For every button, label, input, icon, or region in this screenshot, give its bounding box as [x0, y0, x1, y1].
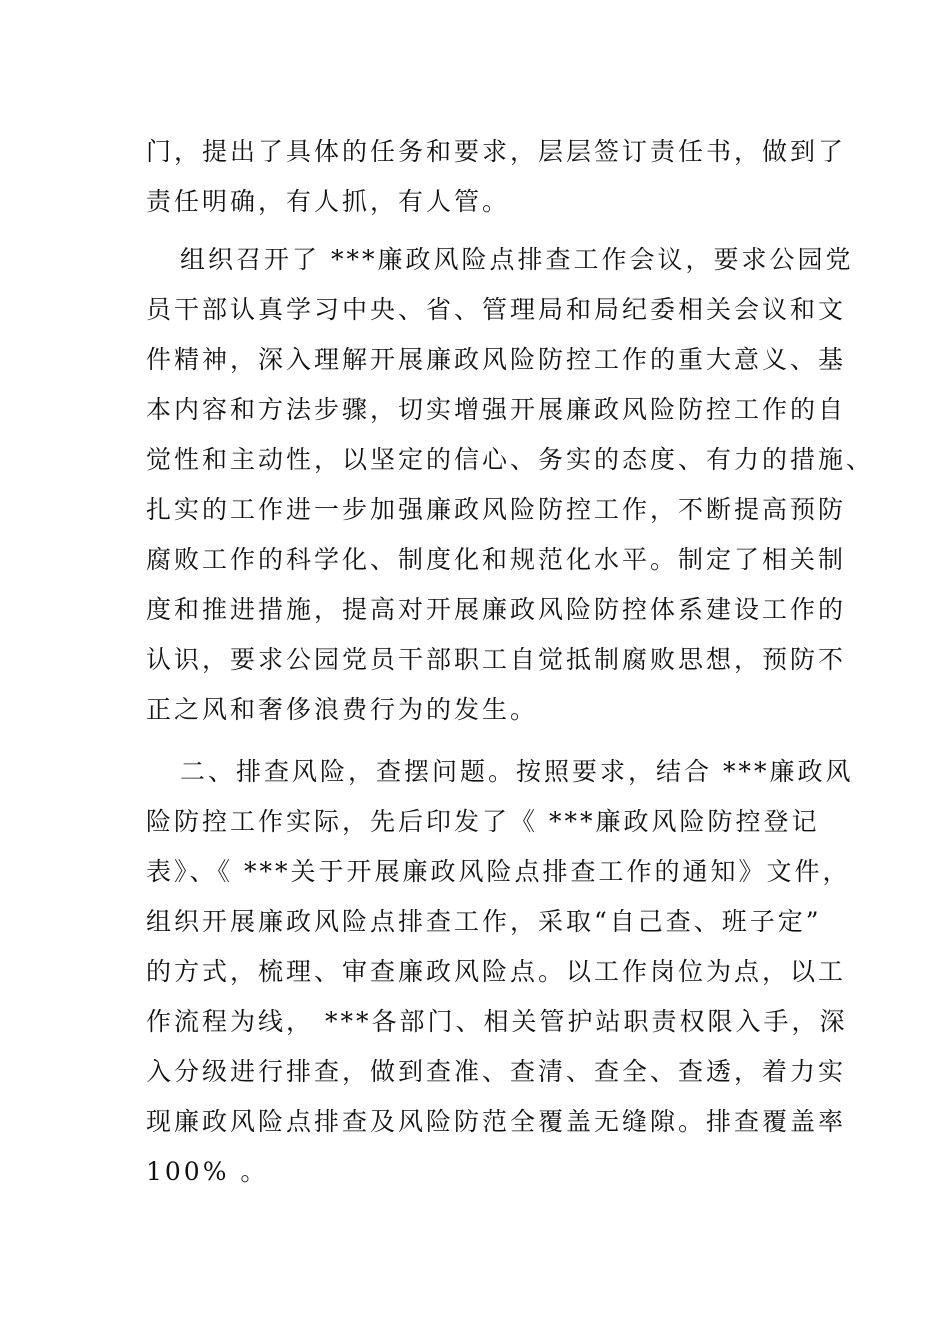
text-line: 的方式，梳理、审查廉政风险点。以工作岗位为点，以工: [146, 957, 847, 986]
text-line: 二、排查风险，查摆问题。按照要求，结合 ***廉政风: [180, 757, 854, 786]
text-line: 觉性和主动性，以坚定的信心、务实的态度、有力的措施、: [146, 445, 875, 474]
text-line: 本内容和方法步骤，切实增强开展廉政风险防控工作的自: [146, 395, 847, 424]
text-line: 腐败工作的科学化、制度化和规范化水平。制定了相关制: [146, 545, 847, 574]
text-line: 扎实的工作进一步加强廉政风险防控工作，不断提高预防: [146, 495, 847, 524]
text-line: 作流程为线， ***各部门、相关管护站职责权限入手，深: [146, 1007, 848, 1036]
text-line: 门，提出了具体的任务和要求，层层签订责任书，做到了: [146, 137, 847, 166]
text-line: 险防控工作实际，先后印发了《 ***廉政风险防控登记: [146, 807, 820, 836]
text-line: 认识，要求公园党员干部职工自觉抵制腐败思想，预防不: [146, 645, 847, 674]
text-line: 度和推进措施，提高对开展廉政风险防控体系建设工作的: [146, 595, 847, 624]
text-line: 件精神，深入理解开展廉政风险防控工作的重大意义、基: [146, 345, 847, 374]
text-line: 组织召开了 ***廉政风险点排查工作会议，要求公园党: [180, 245, 854, 274]
text-line: 100% 。: [146, 1157, 269, 1186]
text-line: 组织开展廉政风险点排查工作，采取“自己查、班子定”: [146, 907, 822, 936]
text-line: 员干部认真学习中央、省、管理局和局纪委相关会议和文: [146, 295, 847, 324]
text-line: 责任明确，有人抓，有人管。: [146, 187, 511, 216]
text-line: 正之风和奢侈浪费行为的发生。: [146, 695, 539, 724]
text-line: 入分级进行排查，做到查准、查清、查全、查透，着力实: [146, 1057, 847, 1086]
text-line: 表》、《 ***关于开展廉政风险点排查工作的通知》文件，: [146, 857, 851, 886]
text-line: 现廉政风险点排查及风险防范全覆盖无缝隙。排查覆盖率: [146, 1107, 847, 1136]
